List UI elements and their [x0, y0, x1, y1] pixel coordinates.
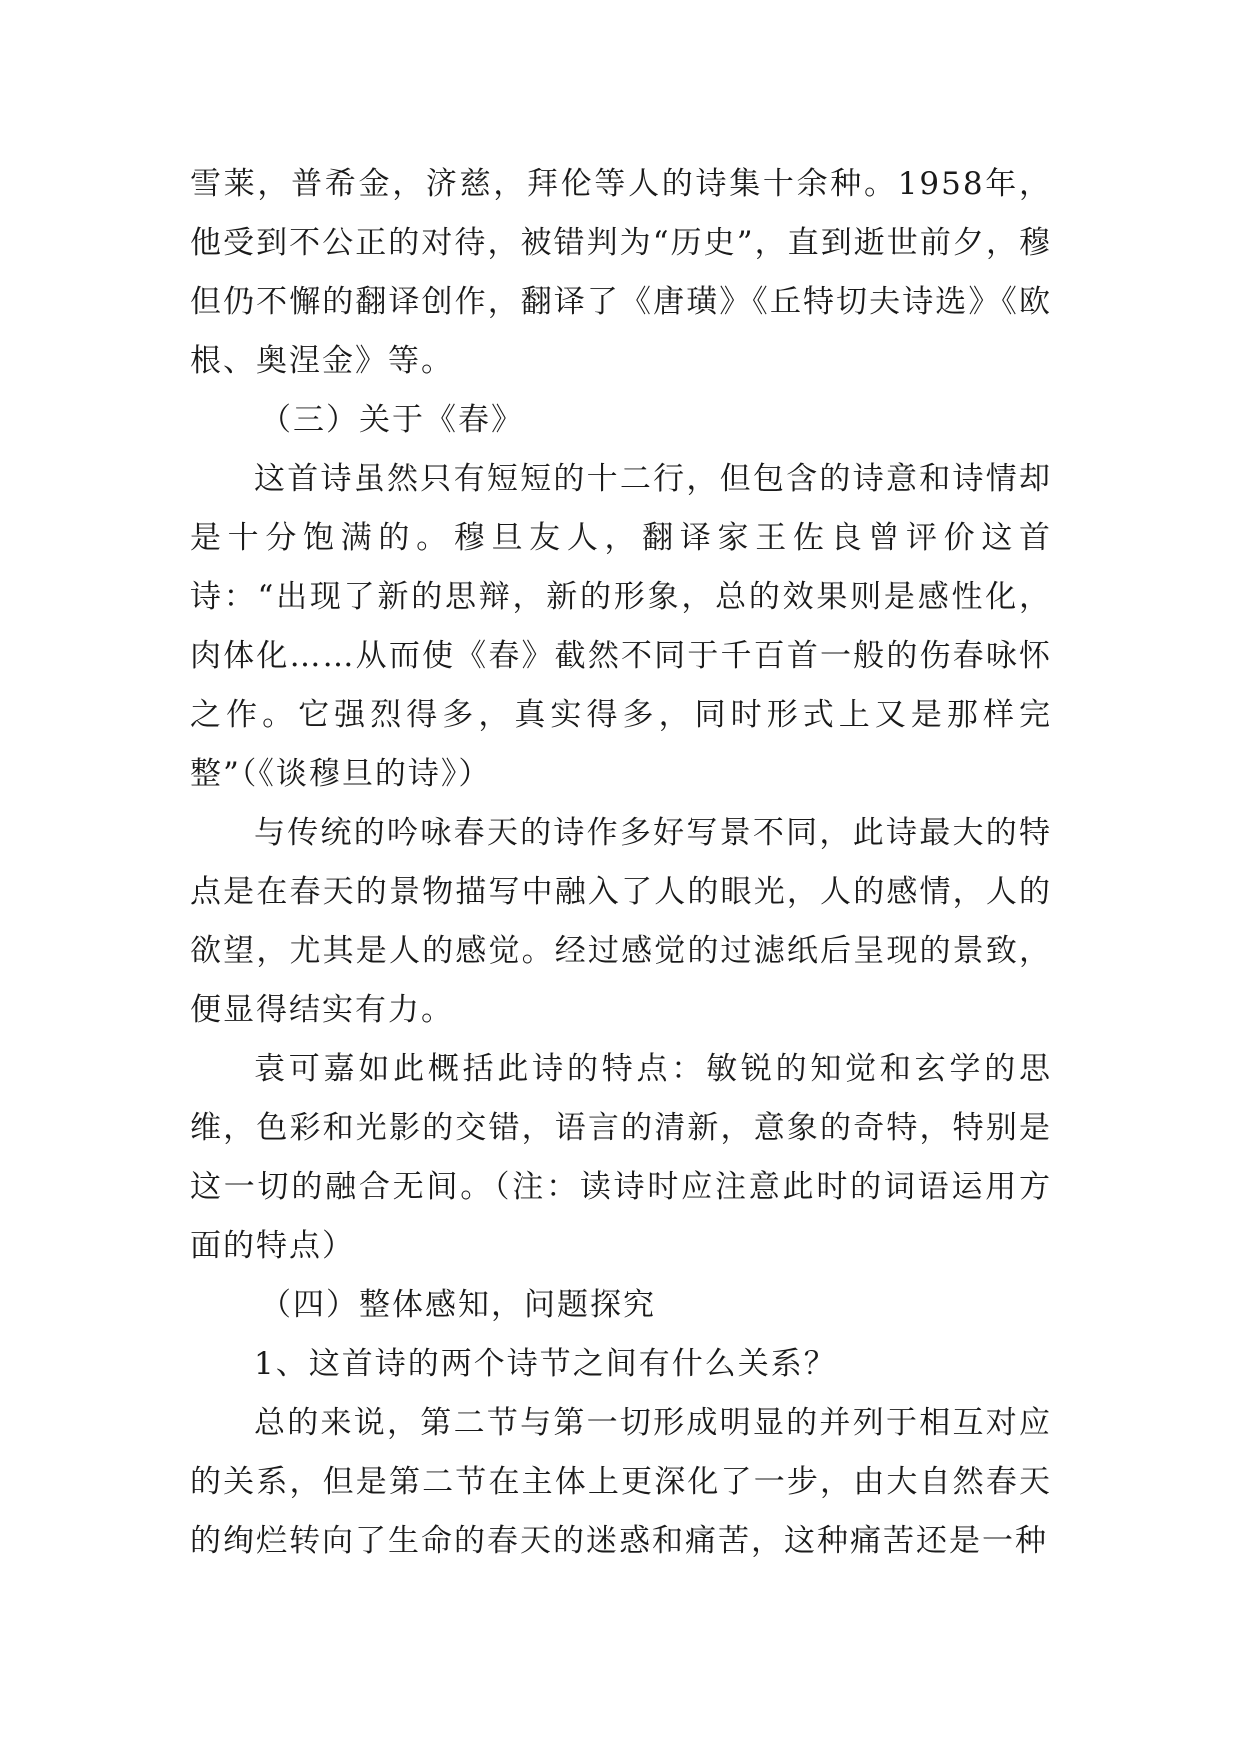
paragraph-yuan-kejia-summary: 袁可嘉如此概括此诗的特点：敏锐的知觉和玄学的思维，色彩和光影的交错，语言的清新，意象的奇特，特别是这一切的融合无间。（注：读诗时应注意此时的词语运用方面的特点）	[190, 1051, 1052, 1264]
section-heading-about-spring: （三）关于《春》	[260, 402, 524, 438]
paragraph-translation-works: 雪莱，普希金，济慈，拜伦等人的诗集十余种。1958年，他受到不公正的对待，被错判为“历史”，直到逝世前夕，穆但仍不懈的翻译创作，翻译了《唐璜》《丘特切夫诗选》《欧根、奥涅金》等。	[190, 166, 1052, 379]
paragraph-wang-zuoliang-review: 这首诗虽然只有短短的十二行，但包含的诗意和诗情却是十分饱满的。穆旦友人，翻译家王佐良曾评价这首诗：“出现了新的思辩，新的形象，总的效果则是感性化，肉体化……从而使《春》截然不同于千百首一般的伤春咏怀之作。它强烈得多，真实得多，同时形式上又是那样完整”（《谈穆旦的诗》）	[190, 461, 1052, 792]
document-page	[190, 155, 1052, 1571]
question-item-1: 1、这首诗的两个诗节之间有什么关系？	[254, 1346, 837, 1382]
paragraph-answer-stanza-relation: 总的来说，第二节与第一切形成明显的并列于相互对应的关系，但是第二节在主体上更深化了一步，由大自然春天的绚烂转向了生命的春天的迷惑和痛苦，这种痛苦还是一种	[190, 1405, 1052, 1559]
section-heading-overall-perception: （四）整体感知，问题探究	[260, 1287, 656, 1323]
paragraph-poem-feature: 与传统的吟咏春天的诗作多好写景不同，此诗最大的特点是在春天的景物描写中融入了人的眼光，人的感情，人的欲望，尤其是人的感觉。经过感觉的过滤纸后呈现的景致，便显得结实有力。	[190, 815, 1052, 1028]
